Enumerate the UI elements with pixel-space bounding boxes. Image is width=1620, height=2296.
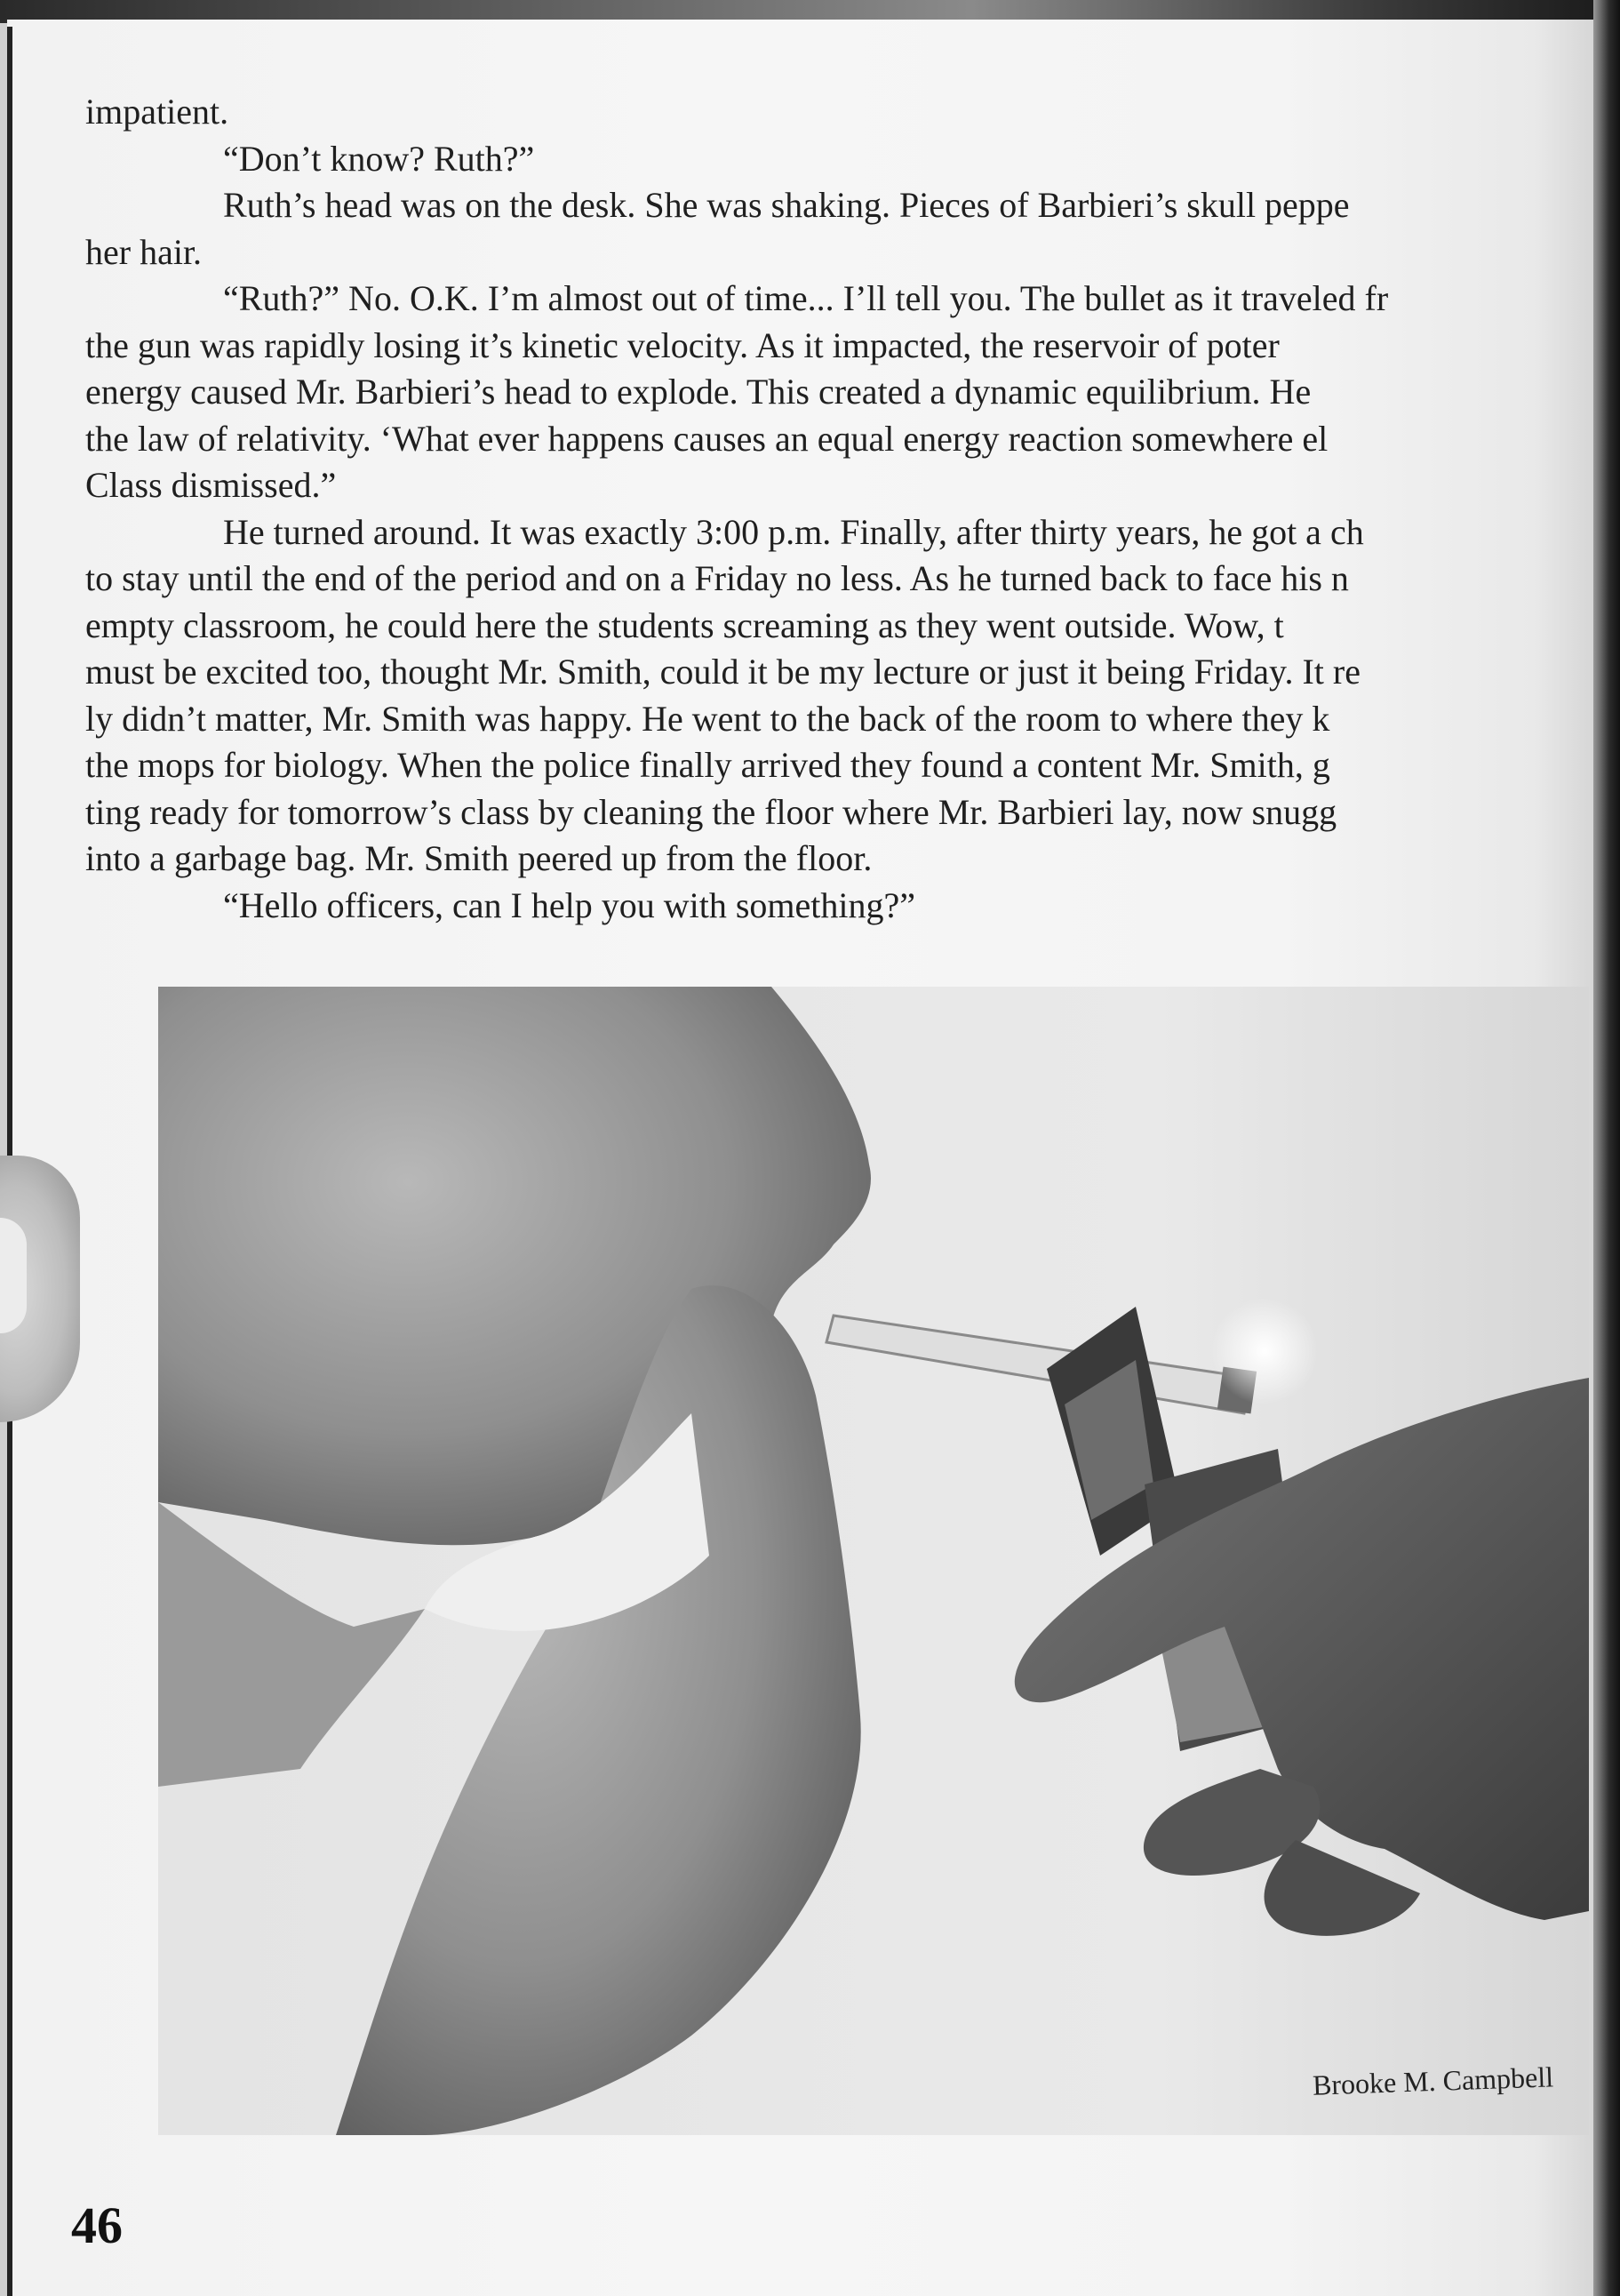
story-line: ly didn’t matter, Mr. Smith was happy. He went to the back of the room to where they k <box>85 698 1330 739</box>
story-line: empty classroom, he could here the students screaming as they went outside. Wow, t <box>85 604 1284 645</box>
story-line: “Hello officers, can I help you with something?” <box>223 884 916 925</box>
page-number: 46 <box>71 2196 123 2254</box>
story-line: her hair. <box>85 231 203 272</box>
photo-credit: Brooke M. Campbell <box>1312 2060 1554 2101</box>
story-line: He turned around. It was exactly 3:00 p.m. Finally, after thirty years, he got a ch <box>223 511 1364 552</box>
story-line: to stay until the end of the period and on a Friday no less. As he turned back to face his n <box>85 558 1349 598</box>
thumb-nail <box>0 1218 27 1333</box>
story-line: the mops for biology. When the police finally arrived they found a content Mr. Smith, g <box>85 745 1330 785</box>
story-line: the law of relativity. ‘What ever happens causes an equal energy reaction somewhere el <box>85 418 1329 459</box>
story-line: the gun was rapidly losing it’s kinetic velocity. As it impacted, the reservoir of poter <box>85 324 1280 365</box>
story-line: into a garbage bag. Mr. Smith peered up from the floor. <box>85 838 873 878</box>
story-line: ting ready for tomorrow’s class by cleaning the floor where Mr. Barbieri lay, now snugg <box>85 791 1337 832</box>
story-line: Ruth’s head was on the desk. She was shaking. Pieces of Barbieri’s skull peppe <box>223 185 1350 225</box>
story-line: Class dismissed.” <box>85 465 337 505</box>
story-line: impatient. <box>85 92 229 132</box>
story-line: energy caused Mr. Barbieri’s head to explode. This created a dynamic equilibrium. He <box>85 372 1312 412</box>
book-right-edge <box>1593 0 1620 2296</box>
story-text <box>85 89 1596 929</box>
story-line: “Don’t know? Ruth?” <box>223 138 535 179</box>
story-line: “Ruth?” No. O.K. I’m almost out of time... I’ll tell you. The bullet as it traveled fr <box>223 278 1389 318</box>
photo-illustration <box>158 987 1589 2135</box>
photo-smoking <box>158 987 1589 2135</box>
story-line: must be excited too, thought Mr. Smith, could it be my lecture or just it being Friday. It re <box>85 652 1361 692</box>
